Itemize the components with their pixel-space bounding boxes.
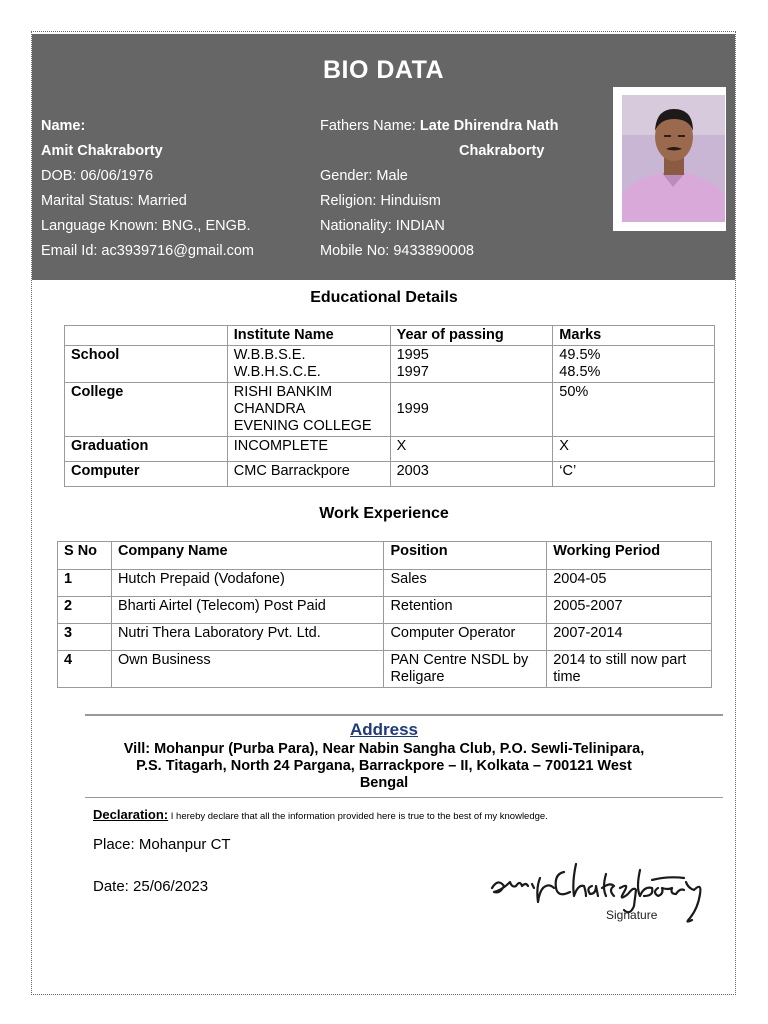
- marks-cell: [553, 462, 715, 487]
- religion-text: Religion: Hinduism: [320, 193, 441, 209]
- cell-line: 1995: [396, 347, 429, 363]
- divider: [85, 714, 723, 716]
- nationality-text: Nationality: INDIAN: [320, 218, 445, 234]
- cell-line: 2007-2014: [553, 625, 623, 641]
- father-name-label: Fathers Name:: [320, 118, 420, 134]
- year-cell: [390, 346, 553, 383]
- year-cell: [390, 437, 553, 462]
- cell-line: W.B.B.S.E.: [233, 347, 306, 363]
- email-text: Email Id: ac3939716@gmail.com: [41, 243, 254, 259]
- sno-cell: 2: [58, 597, 112, 624]
- divider: [85, 797, 723, 798]
- table-row: [58, 570, 712, 597]
- marks-cell: [553, 346, 715, 383]
- row-label: College: [65, 383, 228, 437]
- signature-label: Signature: [606, 908, 658, 922]
- mobile-text: Mobile No: 9433890008: [320, 243, 474, 259]
- cell-line: Religare: [390, 669, 445, 685]
- education-header-cell: Marks: [553, 326, 715, 346]
- cell-line: [397, 384, 547, 401]
- cell-line: CHANDRA: [233, 401, 306, 417]
- period-cell: [547, 624, 712, 651]
- sno-cell: 1: [58, 570, 112, 597]
- row-label: Graduation: [65, 437, 228, 462]
- declaration: [93, 807, 548, 822]
- cell-line: EVENING COLLEGE: [233, 418, 372, 434]
- date-text: Date: 25/06/2023: [93, 878, 209, 895]
- address-title: Address: [349, 720, 419, 739]
- work-header-cell: Working Period: [547, 542, 712, 570]
- institute-cell: [227, 346, 390, 383]
- institute-cell: [227, 383, 390, 437]
- cell-line: INCOMPLETE: [233, 438, 329, 454]
- year-cell: [390, 383, 553, 437]
- place-text: Place: Mohanpur CT: [93, 836, 231, 853]
- work-header-row: [58, 542, 712, 570]
- language-text: Language Known: BNG., ENGB.: [41, 218, 251, 234]
- name-label: Name:: [41, 118, 86, 134]
- period-cell: [547, 570, 712, 597]
- cell-line: 1997: [396, 364, 429, 380]
- cell-line: Computer Operator: [390, 625, 516, 641]
- institute-cell: [227, 437, 390, 462]
- work-header-cell: Position: [384, 542, 547, 570]
- dob-text: DOB: 06/06/1976: [41, 168, 154, 184]
- signature-image: [488, 858, 718, 930]
- table-row: [65, 346, 715, 383]
- marital-status-text: Marital Status: Married: [41, 193, 187, 209]
- period-cell: [547, 651, 712, 688]
- education-header-row: [65, 326, 715, 346]
- work-header-cell: S No: [58, 542, 112, 570]
- table-row: [65, 437, 715, 462]
- cell-line: CMC Barrackpore: [233, 463, 350, 479]
- education-header-cell: [65, 326, 228, 346]
- position-cell: [384, 570, 547, 597]
- sno-cell: 3: [58, 624, 112, 651]
- work-header-cell: Company Name: [111, 542, 384, 570]
- header-panel: [32, 34, 735, 280]
- education-table: [64, 325, 715, 487]
- gender-text: Gender: Male: [320, 168, 408, 184]
- cell-line: 1999: [396, 401, 429, 417]
- cell-line: 48.5%: [559, 364, 601, 380]
- year-cell: [390, 462, 553, 487]
- cell-line: 2005-2007: [553, 598, 623, 614]
- profile-photo: [622, 95, 725, 222]
- table-row: [65, 462, 715, 487]
- address-line: P.S. Titagarh, North 24 Pargana, Barrackpore – II, Kolkata – 700121 West: [136, 758, 632, 774]
- name-value: Amit Chakraborty: [41, 143, 163, 159]
- position-cell: [384, 651, 547, 688]
- table-row: [58, 651, 712, 688]
- institute-cell: [227, 462, 390, 487]
- period-cell: [547, 597, 712, 624]
- cell-line: PAN Centre NSDL by: [390, 652, 529, 668]
- page-title: BIO DATA: [322, 56, 445, 84]
- cell-line: X: [396, 438, 407, 454]
- cell-line: 49.5%: [559, 347, 601, 363]
- photo-frame: [613, 87, 726, 231]
- table-row: [65, 383, 715, 437]
- cell-line: time: [553, 669, 581, 685]
- declaration-label: Declaration:: [93, 807, 169, 822]
- company-cell: Own Business: [111, 651, 384, 688]
- cell-line: X: [559, 438, 569, 454]
- sno-cell: 4: [58, 651, 112, 688]
- position-cell: [384, 624, 547, 651]
- row-label: Computer: [65, 462, 228, 487]
- education-header-cell: Institute Name: [227, 326, 390, 346]
- father-name-value-continued: Chakraborty: [459, 143, 545, 159]
- education-header-cell: Year of passing: [390, 326, 553, 346]
- company-cell: Bharti Airtel (Telecom) Post Paid: [111, 597, 384, 624]
- company-cell: Nutri Thera Laboratory Pvt. Ltd.: [111, 624, 384, 651]
- cell-line: ‘C’: [559, 463, 577, 479]
- address-line: Bengal: [359, 775, 409, 791]
- cell-line: 2004-05: [553, 571, 607, 587]
- marks-cell: [553, 437, 715, 462]
- table-row: [58, 624, 712, 651]
- cell-line: Sales: [390, 571, 427, 587]
- address-line: Vill: Mohanpur (Purba Para), Near Nabin Sangha Club, P.O. Sewli-Telinipara,: [123, 741, 645, 757]
- father-name-value: Late Dhirendra Nath: [419, 118, 559, 134]
- father-name-row: [320, 118, 559, 134]
- cell-line: 2003: [396, 463, 429, 479]
- work-section-title: Work Experience: [319, 505, 449, 522]
- declaration-text: I hereby declare that all the information provided here is true to the best of my knowledge.: [168, 811, 548, 822]
- row-label: School: [65, 346, 228, 383]
- work-table: [57, 541, 712, 688]
- cell-line: W.B.H.S.C.E.: [233, 364, 321, 380]
- education-section-title: Educational Details: [310, 289, 458, 306]
- address-body: [100, 741, 668, 792]
- marks-cell: [553, 383, 715, 437]
- position-cell: [384, 597, 547, 624]
- cell-line: Retention: [390, 598, 453, 614]
- company-cell: Hutch Prepaid (Vodafone): [111, 570, 384, 597]
- cell-line: 2014 to still now part: [553, 652, 687, 668]
- cell-line: RISHI BANKIM: [233, 384, 333, 400]
- table-row: [58, 597, 712, 624]
- cell-line: 50%: [559, 384, 589, 400]
